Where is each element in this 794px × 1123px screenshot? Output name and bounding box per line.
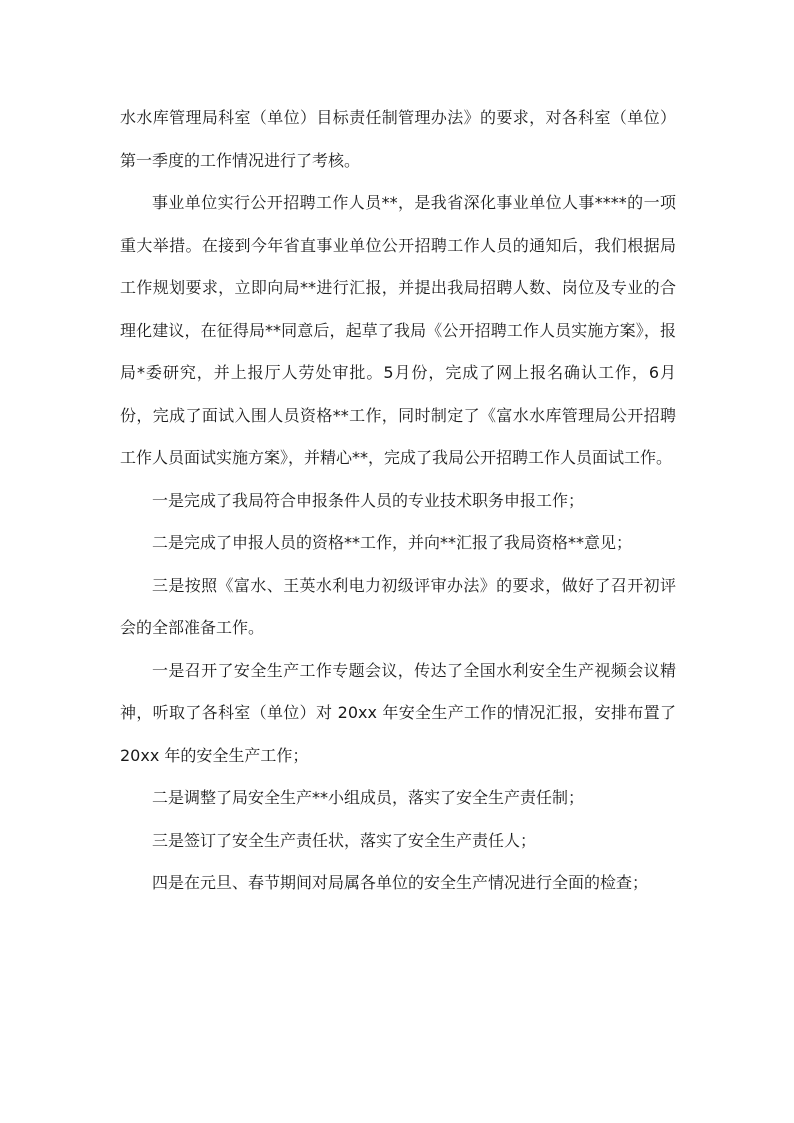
document-body: [120, 97, 676, 905]
paragraph-title-application: 一是完成了我局符合申报条件人员的专业技术职务申报工作；: [152, 490, 585, 510]
paragraph-recruitment: 事业单位实行公开招聘工作人员**，是我省深化事业单位人事****的一项重大举措。在接到今年省直事业单位公开招聘工作人员的通知后，我们根据局工作规划要求，立即向局**进行汇报，并提出我局招聘人数、岗位及专业的合理化建议，在征得局**同意后，起草了我局《公开招聘工作人员实施方案》，报局*委研究，并上报厅人劳处审批。5月份，完成了网上报名确认工作，6月份，完成了面试入围人员资格**工作，同时制定了《富水水库管理局公开招聘工作人员面试实施方案》，并精心**，完成了我局公开招聘工作人员面试工作。: [120, 193, 676, 467]
paragraph-continued: 水水库管理局科室（单位）目标责任制管理办法》的要求，对各科室（单位）第一季度的工作情况进行了考核。: [120, 108, 676, 170]
paragraph-safety-team: 二是调整了局安全生产**小组成员，落实了安全生产责任制；: [152, 788, 585, 807]
paragraph-qualification-review: 二是完成了申报人员的资格**工作，并向**汇报了我局资格**意见；: [152, 533, 633, 552]
paragraph-holiday-inspection: 四是在元旦、春节期间对局属各单位的安全生产情况进行全面的检查；: [152, 873, 649, 892]
paragraph-safety-responsibility: 三是签订了安全生产责任状，落实了安全生产责任人；: [152, 830, 537, 850]
paragraph-evaluation-prep: 三是按照《富水、王英水利电力初级评审办法》的要求，做好了召开初评会的全部准备工作。: [120, 575, 676, 637]
paragraph-safety-meeting: 一是召开了安全生产工作专题会议，传达了全国水利安全生产视频会议精神，听取了各科室（单位）对 20xx 年安全生产工作的情况汇报，安排布置了 20xx 年的安全生产工作；: [120, 660, 676, 765]
